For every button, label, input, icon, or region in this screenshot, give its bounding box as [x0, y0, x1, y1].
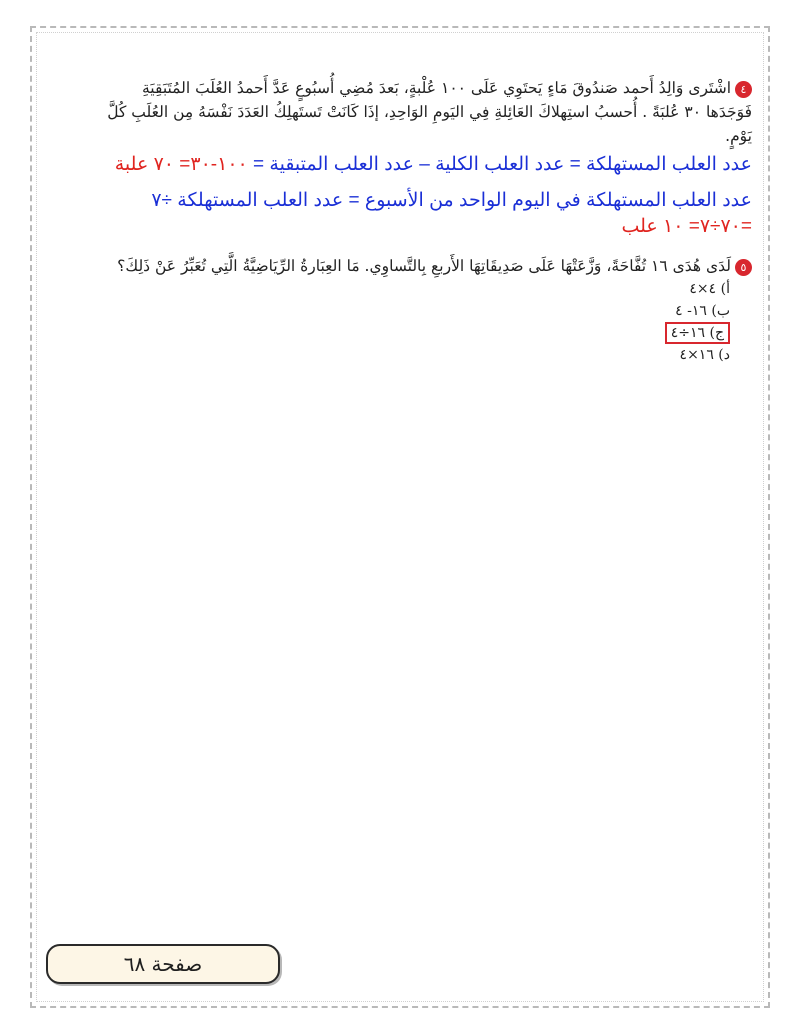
answer-4-line-1-blue: عدد العلب المستهلكة = عدد العلب الكلية – عدد العلب المتبقية = [247, 154, 752, 175]
question-4-number-badge: ٤ [735, 81, 752, 98]
worksheet-content [52, 76, 752, 366]
option-d: د) ١٦×٤ [679, 347, 730, 363]
option-c-selected [52, 322, 730, 344]
question-5-text: لَدَى هُدَى ١٦ تُفَّاحَةً، وَزَّعَتْهَا عَلَى صَدِيقَاتِهَا الأَربعِ بِالتَّساوِي. مَا العِبَارةُ الرِّيَاضِيَّةُ الَّتِي تُعَبِّرُ عَنْ ذَلِكَ؟ [117, 257, 731, 275]
question-4-line-1 [52, 76, 752, 100]
selected-answer-box: ج) ١٦÷٤ [665, 322, 730, 344]
question-5-line [52, 254, 752, 278]
answer-4-line-1-red: ١٠٠-٣٠= ٧٠ علبة [114, 154, 248, 175]
question-4-text-1: اشْتَرى وَالِدُ أَحمد صَندُوقَ مَاءٍ يَحتَوِي عَلَى ١٠٠ عُلْبةٍ، بَعدَ مُضِي أُسبُوعٍ عَدَّ أَحمدُ العُلَبَ المُتَبَقِيَةِ [141, 79, 731, 97]
answer-4-line-3: =٧٠÷٧= ١٠ علب [621, 216, 752, 237]
question-4-line-2: فَوَجَدَها ٣٠ عُلبَةً . أُحسبُ استِهلاكَ العَائِلةِ فِي اليَومِ الوَاحِدِ، إذَا كَانَتْ تَستَهلِكُ العَدَدَ نَفْسَهُ مِن العُلَبِ كُلَّ [107, 103, 752, 121]
page-number-badge: صفحة ٦٨ [46, 944, 280, 984]
option-a: أ) ٤×٤ [689, 281, 730, 297]
question-5-number-badge: ٥ [735, 259, 752, 276]
question-4-line-3: يَوْمٍ. [725, 127, 752, 145]
option-b: ب) ١٦- ٤ [675, 303, 730, 319]
answer-4-line-2: عدد العلب المستهلكة في اليوم الواحد من الأسبوع = عدد العلب المستهلكة ÷٧ [151, 190, 752, 211]
answer-4-line-1 [52, 152, 752, 178]
